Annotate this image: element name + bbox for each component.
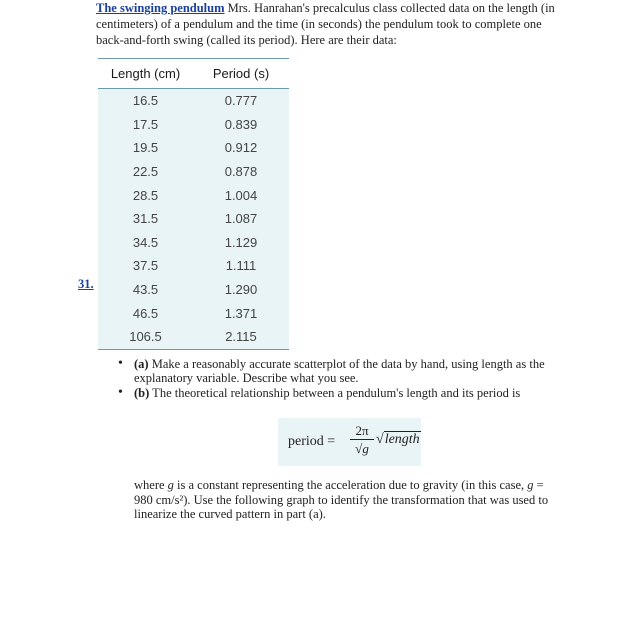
intro-text: Mrs. Hanrahan's precalculus class collected data on the length (in centimeters) of a pendulum and the time (in seconds) the pendulum took to complete one back-and-forth swing (called its period). Here are their data: <box>96 1 555 47</box>
period-cell: 1.087 <box>224 211 258 227</box>
table-row <box>98 89 289 113</box>
length-cell: 37.5 <box>132 258 159 274</box>
formula-lhs: period = <box>288 434 336 449</box>
table-header-row <box>98 59 289 89</box>
formula-box <box>278 418 421 466</box>
list-item-part-a <box>118 357 558 385</box>
period-cell: 1.371 <box>224 305 258 321</box>
table-row <box>98 278 289 302</box>
length-cell: 22.5 <box>132 164 159 180</box>
period-cell: 1.290 <box>224 282 258 298</box>
part-a-label: (a) <box>134 357 149 371</box>
period-cell: 1.129 <box>224 234 258 250</box>
period-cell: 0.839 <box>224 116 258 132</box>
formula-radicand: length <box>384 432 420 447</box>
table-row <box>98 136 289 160</box>
part-b-text: The theoretical relationship between a pendulum's length and its period is <box>149 386 521 400</box>
sqrt-symbol-icon: √ <box>376 432 384 447</box>
length-cell: 43.5 <box>132 282 159 298</box>
formula-numerator: 2π <box>355 423 369 438</box>
bullet-dot: • <box>118 356 123 371</box>
question-number-link[interactable]: 31. <box>78 277 94 291</box>
closing-text-1: where <box>134 478 168 492</box>
length-cell: 28.5 <box>132 187 159 203</box>
problem-title-link[interactable]: The swinging pendulum <box>96 1 225 15</box>
question-parts-list <box>118 357 558 401</box>
table-row <box>98 325 289 349</box>
column-header-period: Period (s) <box>193 59 289 89</box>
closing-text-3: = 980 cm/s²). Use the following graph to identify the transformation that was used to linearize the curved pattern in part (a). <box>134 478 549 521</box>
length-cell: 46.5 <box>132 305 159 321</box>
pendulum-data-table <box>98 58 289 350</box>
formula-denominator <box>350 441 374 456</box>
period-cell: 1.004 <box>224 187 258 203</box>
period-cell: 0.912 <box>224 140 258 156</box>
length-cell: 16.5 <box>132 93 159 109</box>
table-body <box>98 89 289 350</box>
table-row <box>98 160 289 184</box>
closing-var-g: g <box>167 478 174 492</box>
period-cell: 0.878 <box>224 164 258 180</box>
table-row <box>98 207 289 231</box>
part-a-text: Make a reasonably accurate scatterplot of the data by hand, using length as the explanatory variable. Describe what you see. <box>134 357 545 385</box>
length-cell: 34.5 <box>132 234 159 250</box>
length-cell: 17.5 <box>132 116 159 132</box>
sqrt-symbol-icon: √ <box>355 441 363 456</box>
column-header-length: Length (cm) <box>98 59 193 89</box>
closing-paragraph <box>134 478 560 522</box>
closing-var-g2: g <box>527 478 534 492</box>
part-b-label: (b) <box>134 386 150 400</box>
length-cell: 31.5 <box>132 211 159 227</box>
table-row <box>98 254 289 278</box>
table-row <box>98 183 289 207</box>
period-cell: 0.777 <box>224 93 258 109</box>
fraction-bar <box>350 439 374 440</box>
length-cell: 106.5 <box>129 329 162 345</box>
period-cell: 1.111 <box>225 258 257 274</box>
bullet-dot: • <box>118 385 123 400</box>
table-row <box>98 113 289 137</box>
formula-var-g: g <box>362 441 369 456</box>
intro-paragraph <box>96 0 566 48</box>
formula-sqrt-length <box>376 432 421 448</box>
table-row <box>98 231 289 255</box>
list-item-part-b <box>118 386 558 400</box>
period-cell: 2.115 <box>225 329 257 345</box>
length-cell: 19.5 <box>132 140 159 156</box>
closing-text-2: is a constant representing the acceleration due to gravity (in this case, <box>173 478 528 492</box>
table-row <box>98 301 289 325</box>
formula-fraction <box>350 423 374 456</box>
